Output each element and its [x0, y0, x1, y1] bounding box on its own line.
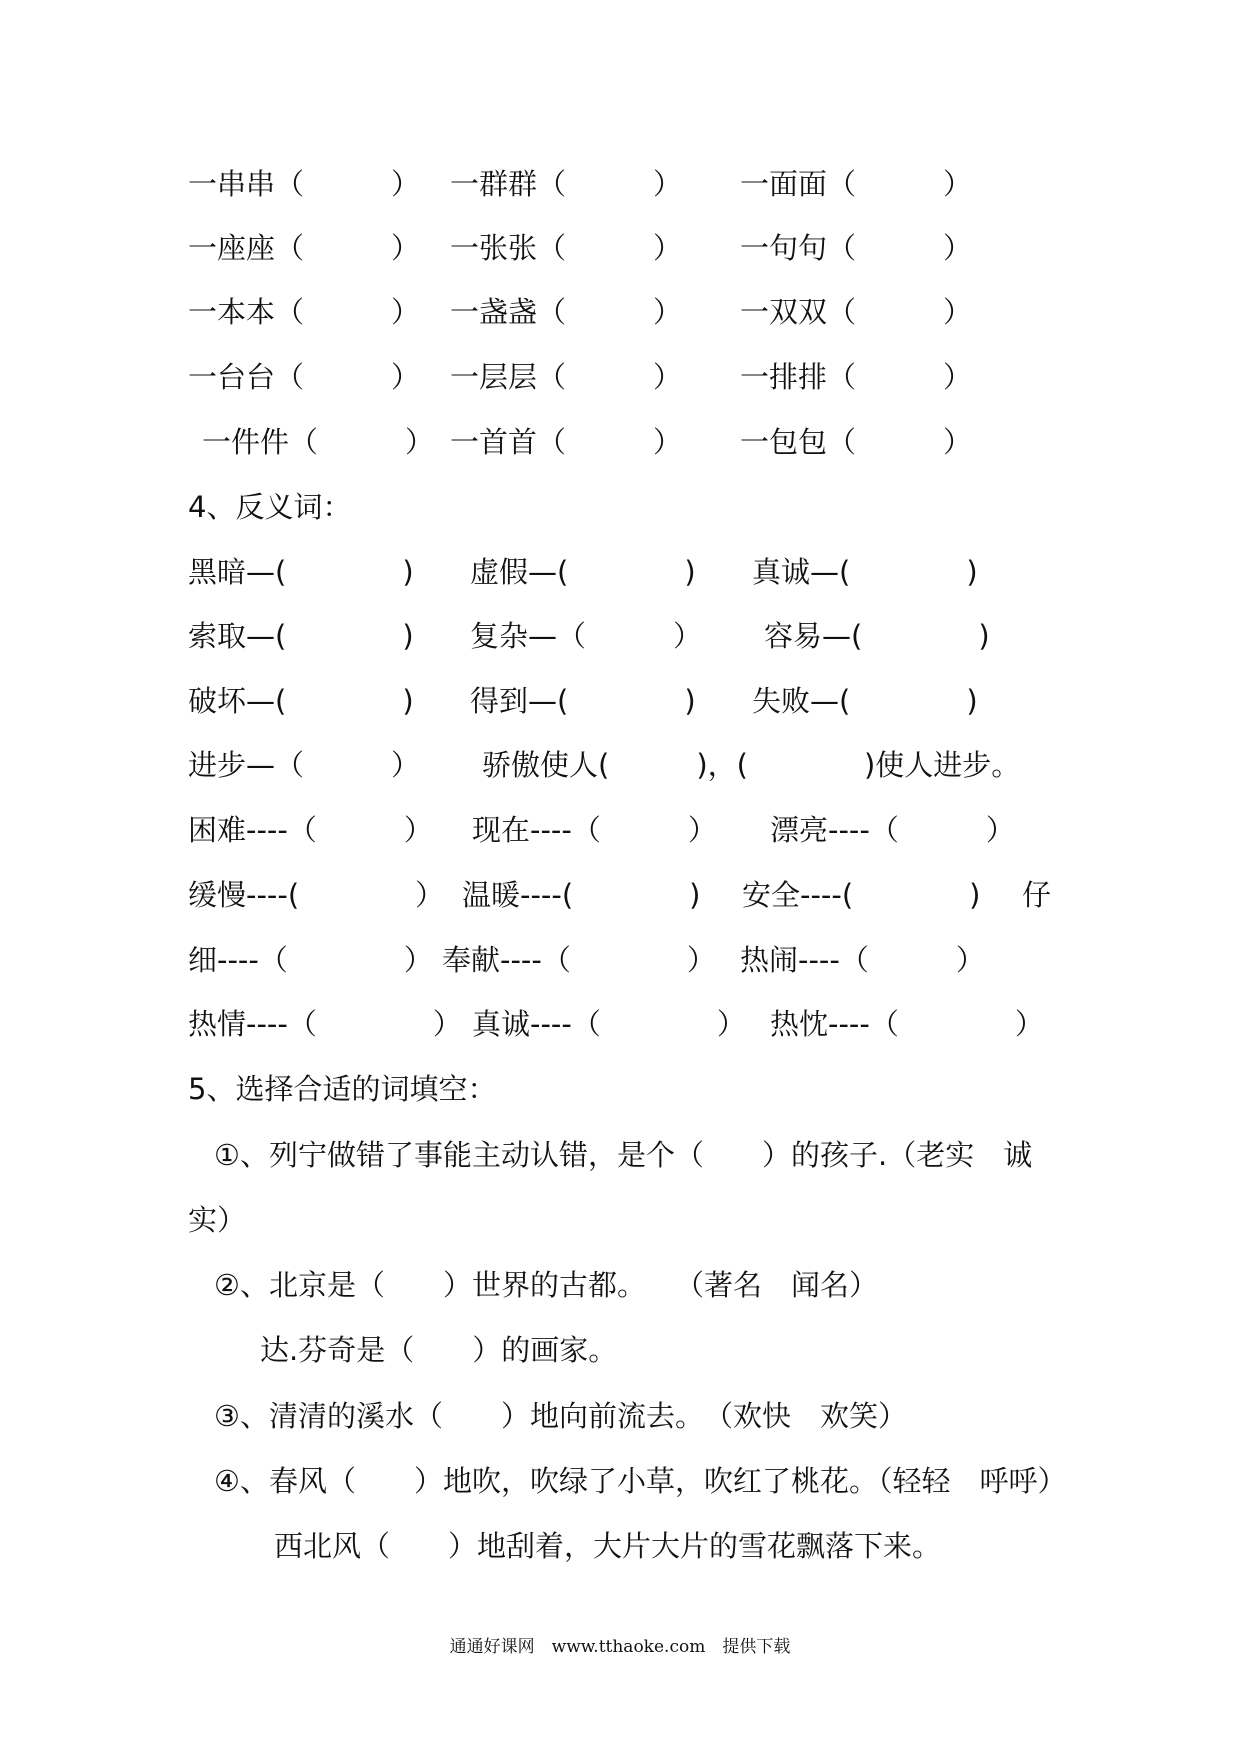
- antonym-item: 进步—（ ）: [188, 748, 421, 782]
- question-line: ②、北京是（ ）世界的古都。 （著名 闻名）: [214, 1268, 878, 1302]
- antonym-item: 热闹----（ ）: [740, 943, 985, 977]
- antonym-item: 破坏—( ): [188, 684, 414, 718]
- antonym-item: 缓慢----( ）: [188, 878, 445, 912]
- antonym-item: 漂亮----（ ）: [770, 813, 1015, 847]
- measure-word-item: 一张张（ ）: [450, 231, 683, 265]
- question-line: 达.芬奇是（ ）的画家。: [260, 1333, 618, 1367]
- antonym-item: 真诚----（ ）: [472, 1007, 746, 1041]
- antonym-item: 仔: [1022, 878, 1052, 912]
- antonym-sentence: 骄傲使人( )，( )使人进步。: [482, 748, 1021, 782]
- section-heading: 4、反义词：: [188, 490, 352, 524]
- question-line: ③、清清的溪水（ ）地向前流去。 （欢快 欢笑）: [214, 1399, 907, 1433]
- antonym-item: 热忱----（ ）: [770, 1007, 1044, 1041]
- page-footer: 通通好课网 www.tthaoke.com 提供下载: [449, 1637, 791, 1657]
- measure-word-item: 一面面（ ）: [740, 167, 973, 201]
- measure-word-item: 一排排（ ）: [740, 360, 973, 394]
- measure-word-item: 一盏盏（ ）: [450, 295, 683, 329]
- antonym-item: 现在----（ ）: [472, 813, 717, 847]
- measure-word-item: 一句句（ ）: [740, 231, 973, 265]
- antonym-item: 热情----（ ）: [188, 1007, 462, 1041]
- measure-word-item: 一层层（ ）: [450, 360, 683, 394]
- measure-word-item: 一包包（ ）: [740, 425, 973, 459]
- measure-word-item: 一本本（ ）: [188, 295, 421, 329]
- question-line: ④、春风（ ）地吹，吹绿了小草，吹红了桃花。（轻轻 呼呼）: [214, 1464, 1067, 1498]
- antonym-item: 安全----( ): [742, 878, 981, 912]
- antonym-item: 黑暗—( ): [188, 555, 414, 589]
- question-line: 实）: [188, 1203, 247, 1237]
- measure-word-item: 一双双（ ）: [740, 295, 973, 329]
- antonym-item: 真诚—( ): [752, 555, 978, 589]
- measure-word-item: 一首首（ ）: [450, 425, 683, 459]
- section-heading: 5、选择合适的词填空：: [188, 1072, 497, 1106]
- antonym-item: 得到—( ): [470, 684, 696, 718]
- antonym-item: 失败—( ): [752, 684, 978, 718]
- measure-word-item: 一座座（ ）: [188, 231, 421, 265]
- antonym-item: 温暖----( ): [462, 878, 701, 912]
- question-line: ①、列宁做错了事能主动认错，是个（ ）的孩子.（老实 诚: [214, 1138, 1033, 1172]
- antonym-item: 容易—( ): [764, 619, 990, 653]
- measure-word-item: 一台台（ ）: [188, 360, 421, 394]
- question-line: 西北风（ ）地刮着，大片大片的雪花飘落下来。: [274, 1529, 942, 1563]
- measure-word-item: 一件件（ ）: [202, 425, 435, 459]
- measure-word-item: 一群群（ ）: [450, 167, 683, 201]
- antonym-item: 复杂—（ ）: [470, 619, 703, 653]
- antonym-item: 虚假—( ): [470, 555, 696, 589]
- antonym-item: 困难----（ ）: [188, 813, 433, 847]
- antonym-item: 奉献----（ ）: [442, 943, 716, 977]
- antonym-item: 细----（ ）: [188, 943, 433, 977]
- measure-word-item: 一串串（ ）: [188, 167, 421, 201]
- antonym-item: 索取—( ): [188, 619, 414, 653]
